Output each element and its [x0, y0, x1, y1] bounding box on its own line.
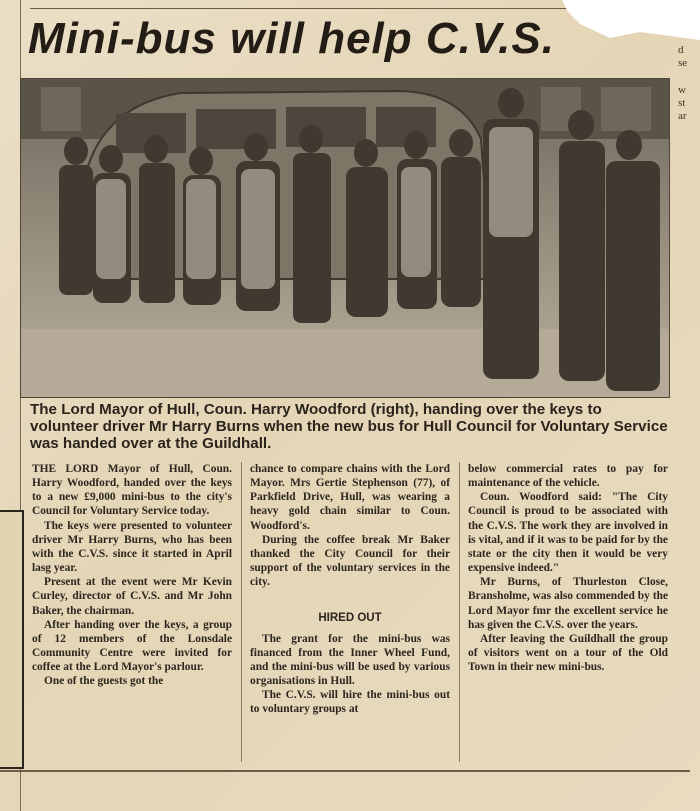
fragment-line: w: [678, 84, 686, 96]
column-divider: [459, 462, 460, 762]
fragment-line: st: [678, 97, 686, 109]
paragraph: THE LORD Mayor of Hull, Coun. Harry Woodford, handed over the keys to a new £9,000 mini-bus to the city's Council for Voluntary Service today.: [32, 463, 232, 518]
article-column-1: [32, 462, 232, 689]
bottom-rule: [0, 770, 690, 772]
fragment-line: d: [678, 44, 684, 56]
top-rule: [30, 0, 590, 9]
paragraph: After leaving the Guildhall the group of visitors went on a tour of the Old Town in their new mini-bus.: [468, 632, 668, 674]
paragraph: The grant for the mini-bus was financed from the Inner Wheel Fund, and the mini-bus will be used by various organisations in Hull.: [250, 632, 450, 688]
paragraph: Coun. Woodford said: "The City Council is proud to be associated with the C.V.S. The work they are involved in is vital, and if it was to be paid for by the state or the city then it would be very expensive indeed.": [468, 491, 668, 575]
group-photo-icon: [21, 79, 669, 397]
paragraph: The keys were presented to volunteer driver Mr Harry Burns, who has been with the C.V.S. since it started in April lasg year.: [32, 519, 232, 575]
fragment-line: ar: [678, 110, 687, 122]
article-body: [32, 462, 668, 762]
paragraph: After handing over the keys, a group of 12 members of the Lonsdale Community Centre were invited for coffee at the Lord Mayor's parlour.: [32, 618, 232, 674]
paragraph: Mr Burns, of Thurleston Close, Bransholme, was also commended by the Lord Mayor fmr the excellent service he has given the C.V.S. over the years.: [468, 576, 668, 631]
paragraph: below commercial rates to pay for maintenance of the vehicle.: [468, 463, 668, 490]
paragraph: chance to compare chains with the Lord Mayor. Mrs Gertie Stephenson (77), of Parkfield Drive, Hull, was wearing a heavy gold chain similar to Coun. Woodford's.: [250, 463, 450, 532]
paragraph: The C.V.S. will hire the mini-bus out to voluntary groups at: [250, 689, 450, 716]
headline: Mini-bus will help C.V.S.: [28, 14, 555, 63]
subheading: HIRED OUT: [318, 612, 382, 625]
paragraph: During the coffee break Mr Baker thanked the City Council for their support of the voluntary services in the city.: [250, 533, 450, 589]
adjacent-column-fragment: [678, 44, 698, 123]
paragraph: Present at the event were Mr Kevin Curley, director of C.V.S. and Mr John Baker, the chairman.: [32, 576, 232, 617]
group-photo: [20, 78, 670, 398]
column-divider: [241, 462, 242, 762]
paragraph: One of the guests got the: [44, 675, 164, 688]
article-column-2: [250, 462, 450, 717]
photo-caption: The Lord Mayor of Hull, Coun. Harry Woodford (right), handing over the keys to volunteer driver Mr Harry Burns when the new bus for Hull Council for Voluntary Service was handed over at the Guildhall.: [30, 401, 668, 452]
adjacent-article-box: [0, 510, 24, 769]
fragment-line: se: [678, 57, 688, 69]
article-column-3: [468, 462, 668, 674]
